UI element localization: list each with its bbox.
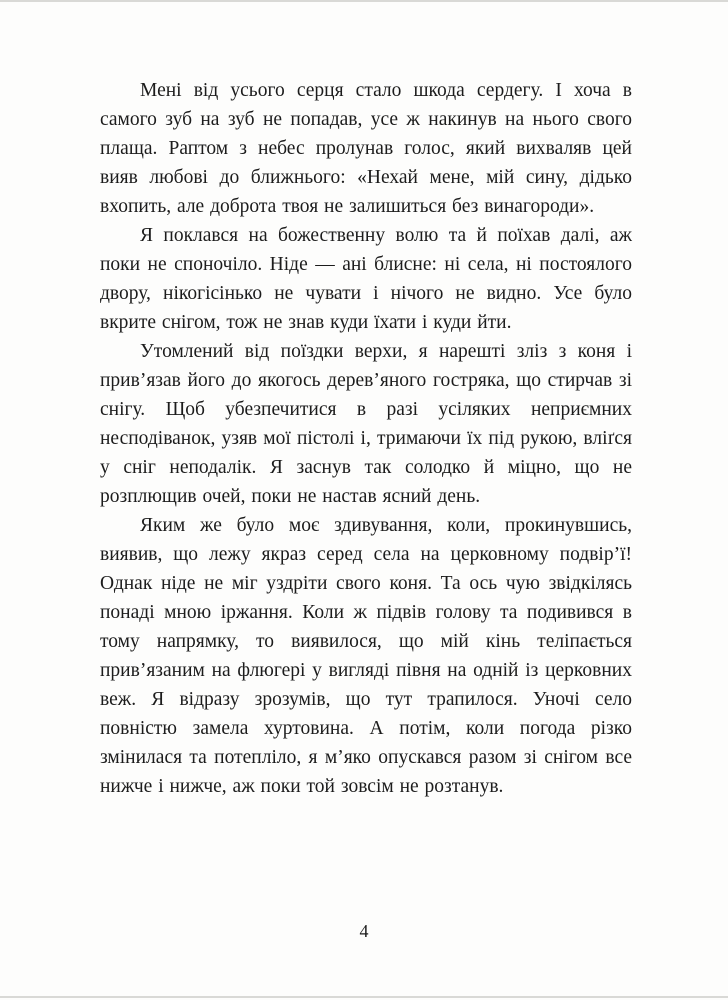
scan-edge-bottom xyxy=(0,996,728,998)
paragraph-1: Мені від усього серця стало шкода сердегу. І хоча в самого зуб на зуб не попадав, усе ж накинув на нього свого плаща. Раптом з небес пролунав голос, який вихваляв цей вияв любові до ближнього: «Нехай мене, мій сину, дідько вхопить, але доброта твоя не залишиться без винагороди». xyxy=(100,80,632,217)
paragraph-2: Я поклався на божественну волю та й поїхав далі, аж поки не споночіло. Ніде — ані блисне: ні села, ні постоялого двору, нікогісінько не чувати і нічого не видно. Усе було вкрите снігом, тож не знав куди їхати і куди йти. xyxy=(100,225,632,333)
scan-edge-top xyxy=(0,0,728,2)
page-text xyxy=(100,76,632,801)
paragraph-4: Яким же було моє здивування, коли, прокинувшись, виявив, що лежу якраз серед села на церковному подвір’ї! Однак ніде не міг уздріти свого коня. Та ось чую звідкілясь понаді мною іржання. Коли ж підвів голову та подивився в тому напрямку, то виявилося, що мій кінь теліпається прив’язаним на флюгері у вигляді півня на одній із церковних веж. Я відразу зрозумів, що тут трапилося. Уночі село повністю замела хуртовина. А потім, коли погода різко змінилася та потепліло, я м’яко опускався разом зі снігом все нижче і нижче, аж поки той зовсім не розтанув. xyxy=(100,515,632,797)
page-number: 4 xyxy=(359,921,369,941)
paragraph-3: Утомлений від поїздки верхи, я нарешті зліз з коня і прив’язав його до якогось дерев’яного гостряка, що стирчав зі снігу. Щоб убезпечитися в разі усіляких неприємних несподіванок, узяв мої пістолі і, тримаючи їх під рукою, вліґся у сніг неподалік. Я заснув так солодко й міцно, що не розплющив очей, поки не настав ясний день. xyxy=(100,341,632,507)
